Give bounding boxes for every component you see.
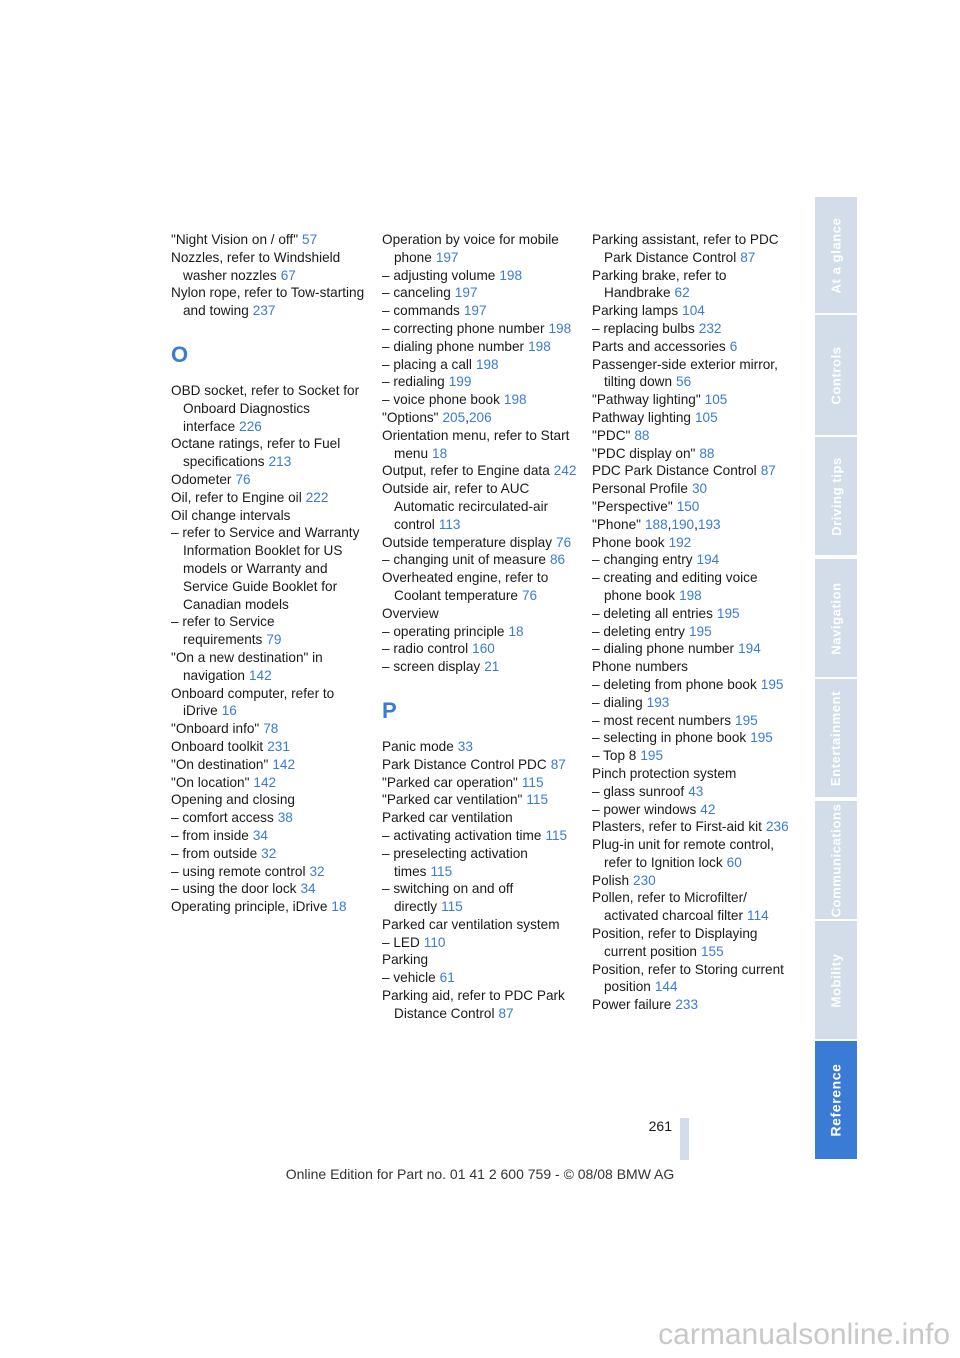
- page-link[interactable]: 87: [550, 756, 566, 772]
- index-entry: [382, 302, 582, 320]
- entry-text: – switching on and off directly: [382, 881, 514, 915]
- entry-text: – comfort access: [171, 810, 274, 826]
- index-entry: [382, 409, 582, 427]
- page-link[interactable]: 88: [634, 427, 650, 443]
- index-entry: [592, 516, 792, 534]
- entry-text: – operating principle: [382, 623, 505, 639]
- page-link[interactable]: 113: [438, 516, 461, 532]
- entry-text: "Options": [382, 409, 439, 425]
- page-link[interactable]: 237: [252, 303, 276, 319]
- entry-text: – power windows: [592, 801, 697, 817]
- index-entry: [592, 534, 792, 552]
- entry-text: "Parked car operation": [382, 774, 518, 790]
- index-entry: [592, 480, 792, 498]
- page-link[interactable]: 236: [765, 819, 789, 835]
- index-entry: [171, 249, 371, 285]
- entry-text: Overview: [382, 605, 439, 621]
- page-link[interactable]: 193: [646, 694, 670, 710]
- page-link[interactable]: 87: [760, 463, 776, 479]
- index-entry: [592, 747, 792, 765]
- tab-communications[interactable]: [815, 801, 857, 919]
- page-link[interactable]: 30: [691, 481, 708, 497]
- entry-text: Output, refer to Engine data: [382, 463, 550, 479]
- tab-mobility[interactable]: [815, 921, 857, 1039]
- index-entry: [592, 818, 792, 836]
- page-link[interactable]: 195: [735, 712, 758, 728]
- index-entry: [592, 996, 792, 1014]
- index-entry: [382, 791, 582, 809]
- index-entry: [171, 471, 371, 489]
- entry-text: OBD socket, refer to Socket for Onboard Diagnostics interface: [171, 382, 360, 434]
- index-entry: [171, 507, 371, 525]
- entry-text: – canceling: [382, 285, 451, 301]
- page-link[interactable]: 42: [700, 801, 716, 817]
- page-link[interactable]: 197: [454, 285, 478, 301]
- index-entry: [592, 605, 792, 623]
- index-entry: [592, 551, 792, 569]
- index-entry: [592, 427, 792, 445]
- index-entry: [382, 551, 582, 569]
- entry-text: Parts and accessories: [592, 338, 726, 354]
- entry-text: – LED: [382, 934, 420, 950]
- entry-text: – commands: [382, 303, 460, 319]
- entry-text: – dialing phone number: [592, 641, 735, 657]
- index-entry: [592, 338, 792, 356]
- page-link[interactable]: 38: [277, 810, 293, 826]
- entry-text: – using remote control: [171, 863, 306, 879]
- entry-text: – dialing: [592, 694, 643, 710]
- index-entry: [592, 925, 792, 961]
- page-link[interactable]: 213: [268, 454, 292, 470]
- page-link[interactable]: 18: [508, 623, 524, 639]
- page-link[interactable]: 86: [550, 552, 566, 568]
- entry-text: Plasters, refer to First-aid kit: [592, 819, 762, 835]
- index-entry: [382, 916, 582, 934]
- page-link[interactable]: 198: [548, 320, 572, 336]
- index-entry: [171, 863, 371, 881]
- entry-text: Parking aid, refer to PDC Park Distance Control: [382, 988, 565, 1021]
- index-entry: [382, 845, 582, 881]
- page-link[interactable]: 226: [239, 418, 262, 434]
- page-link[interactable]: 56: [676, 374, 692, 390]
- page-link[interactable]: 142: [253, 774, 277, 790]
- index-entry: [592, 356, 792, 392]
- index-entry: [592, 961, 792, 997]
- section-letter: P: [382, 697, 397, 723]
- index-entry: [382, 534, 582, 552]
- entry-text: Parking lamps: [592, 303, 679, 319]
- index-entry: [592, 783, 792, 801]
- index-column-2: [382, 231, 582, 1023]
- page-link[interactable]: 242: [553, 463, 577, 479]
- index-entry: [171, 382, 371, 435]
- entry-text: Oil, refer to Engine oil: [171, 489, 302, 505]
- page-link[interactable]: 57: [302, 232, 318, 247]
- index-entry: [382, 267, 582, 285]
- index-entry: [171, 284, 371, 320]
- page-link[interactable]: 62: [674, 285, 690, 301]
- index-entry: [171, 774, 371, 792]
- index-entry: [382, 969, 582, 987]
- index-entry: [171, 231, 371, 249]
- page-link[interactable]: 115: [521, 774, 544, 790]
- page-link[interactable]: 60: [726, 854, 742, 870]
- index-entry: [171, 898, 371, 916]
- page-link[interactable]: 194: [738, 641, 761, 657]
- tab-driving-tips[interactable]: [815, 437, 857, 555]
- index-entry: [592, 569, 792, 605]
- entry-text: "Onboard info": [171, 721, 260, 737]
- page-link[interactable]: 33: [457, 738, 473, 754]
- index-entry: [592, 445, 792, 463]
- index-entry: [592, 765, 792, 783]
- page-link[interactable]: 193: [697, 516, 721, 532]
- entry-text: Outside air, refer to AUC Automatic recirculated-air control: [382, 481, 549, 532]
- entry-text: PDC Park Distance Control: [592, 463, 757, 479]
- entry-text: – from outside: [171, 845, 258, 861]
- page-link[interactable]: 188: [644, 516, 668, 532]
- index-entry: [382, 427, 582, 463]
- page-link[interactable]: 232: [698, 320, 722, 336]
- entry-text: – deleting all entries: [592, 605, 713, 621]
- entry-text: – replacing bulbs: [592, 320, 695, 336]
- index-entry: [592, 658, 792, 676]
- entry-text: – redialing: [382, 374, 445, 390]
- page-link[interactable]: 115: [441, 899, 463, 915]
- tab-controls[interactable]: [815, 315, 857, 435]
- index-entry: [382, 462, 582, 480]
- entry-text: – selecting in phone book: [592, 730, 747, 746]
- index-entry: [171, 685, 371, 721]
- page-link[interactable]: 76: [556, 534, 572, 550]
- index-entry: [382, 951, 582, 969]
- entry-text: Power failure: [592, 997, 672, 1013]
- entry-text: Parking brake, refer to Handbrake: [592, 267, 727, 301]
- entry-text: Parked car ventilation: [382, 810, 513, 826]
- page-link[interactable]: 194: [696, 552, 720, 568]
- index-entry: [592, 462, 792, 480]
- tab-label: Navigation: [828, 581, 844, 655]
- entry-text: Personal Profile: [592, 481, 688, 497]
- page-link[interactable]: 115: [526, 792, 549, 808]
- index-entry: [382, 373, 582, 391]
- index-entry: [592, 391, 792, 409]
- index-entry: [592, 640, 792, 658]
- index-entry: [592, 231, 792, 267]
- entry-text: Opening and closing: [171, 792, 295, 808]
- footer-text: Online Edition for Part no. 01 41 2 600 759 - © 08/08 BMW AG: [285, 1166, 675, 1182]
- page-link[interactable]: 110: [423, 934, 446, 950]
- entry-text: – changing unit of measure: [382, 552, 546, 568]
- index-entry: [171, 613, 371, 649]
- page-link[interactable]: 79: [266, 632, 282, 648]
- index-entry: [382, 640, 582, 658]
- page-link[interactable]: 87: [498, 1005, 514, 1021]
- entry-text: – Top 8: [592, 748, 637, 764]
- section-letter: O: [171, 341, 189, 367]
- page-link[interactable]: 197: [463, 303, 487, 319]
- page-link[interactable]: 192: [668, 534, 692, 550]
- page-link[interactable]: 222: [305, 489, 329, 505]
- page-link[interactable]: 198: [503, 392, 527, 408]
- entry-text: Oil change intervals: [171, 507, 291, 523]
- page-link[interactable]: 230: [633, 872, 656, 888]
- index-entry: [592, 320, 792, 338]
- index-entry: [382, 934, 582, 952]
- index-entry: [382, 605, 582, 623]
- index-entry: [171, 791, 371, 809]
- index-entry: [171, 524, 371, 613]
- index-entry: [171, 720, 371, 738]
- entry-text: – voice phone book: [382, 392, 500, 408]
- index-entry: [592, 302, 792, 320]
- entry-text: Phone numbers: [592, 659, 688, 675]
- index-entry: [382, 880, 582, 916]
- page-link[interactable]: 198: [499, 267, 523, 283]
- page-link[interactable]: 32: [309, 863, 325, 879]
- index-entry: [382, 480, 582, 533]
- entry-text: – most recent numbers: [592, 712, 732, 728]
- index-entry: [592, 623, 792, 641]
- index-entry: [171, 880, 371, 898]
- entry-text: "Night Vision on / off": [171, 232, 299, 247]
- page-link[interactable]: 198: [475, 356, 499, 372]
- entry-text: "PDC display on": [592, 445, 696, 461]
- page-link[interactable]: 190: [671, 516, 695, 532]
- page-link[interactable]: 142: [248, 667, 272, 683]
- entry-text: – refer to Service requirements: [171, 614, 275, 648]
- entry-text: Operation by voice for mobile phone: [382, 232, 559, 265]
- entry-text: – changing entry: [592, 552, 693, 568]
- entry-text: Position, refer to Displaying current position: [592, 926, 758, 959]
- entry-text: Position, refer to Storing current position: [592, 961, 784, 995]
- tab-reference[interactable]: [815, 1041, 857, 1159]
- watermark: carmanualsonline.info: [658, 1318, 950, 1351]
- entry-text: – activating activation time: [382, 827, 542, 843]
- page-link[interactable]: 195: [750, 730, 773, 746]
- index-entry: [592, 889, 792, 925]
- entry-text: – refer to Service and Warranty Information Booklet for US models or Warranty and Service Guide Booklet for Canadian models: [171, 525, 360, 612]
- entry-text: Pathway lighting: [592, 409, 691, 425]
- index-entry: [592, 267, 792, 303]
- index-entry: [382, 391, 582, 409]
- page-link[interactable]: 88: [699, 445, 715, 461]
- entry-text: – glass sunroof: [592, 783, 685, 799]
- entry-text: Nylon rope, refer to Tow-starting and towing: [171, 285, 365, 319]
- entry-text: – screen display: [382, 659, 481, 675]
- entry-text: – creating and editing voice phone book: [592, 570, 758, 603]
- tab-label: Reference: [828, 1063, 845, 1137]
- page-marker-bar: [680, 1118, 689, 1160]
- index-entry: [171, 649, 371, 685]
- entry-text: – deleting entry: [592, 623, 685, 639]
- index-entry: [382, 738, 582, 756]
- page-link[interactable]: 78: [263, 721, 279, 737]
- index-entry: [382, 987, 582, 1023]
- page-link[interactable]: 21: [484, 659, 500, 675]
- index-entry: [382, 774, 582, 792]
- entry-text: – preselecting activation times: [382, 845, 528, 879]
- page-link[interactable]: 34: [300, 881, 316, 897]
- page-link[interactable]: 197: [435, 249, 459, 265]
- page-link[interactable]: 195: [760, 676, 784, 692]
- index-entry: [592, 712, 792, 730]
- entry-text: Panic mode: [382, 738, 454, 754]
- entry-text: Onboard computer, refer to iDrive: [171, 685, 335, 719]
- page-link[interactable]: 155: [700, 943, 724, 959]
- index-entry: [382, 284, 582, 302]
- index-entry: [592, 872, 792, 890]
- tab-label: Communications: [828, 803, 844, 917]
- page-link[interactable]: 160: [472, 641, 495, 657]
- page-link[interactable]: 6: [729, 338, 738, 354]
- page-link[interactable]: 76: [235, 471, 251, 487]
- page-link[interactable]: 205: [442, 409, 466, 425]
- page-link[interactable]: 233: [675, 997, 699, 1013]
- entry-text: – deleting from phone book: [592, 676, 757, 692]
- tab-label: Driving tips: [828, 456, 844, 536]
- page-link[interactable]: 61: [439, 970, 455, 986]
- index-entry: [592, 676, 792, 694]
- page-separator: ,: [667, 516, 672, 532]
- index-entry: [592, 694, 792, 712]
- page-link[interactable]: 195: [688, 623, 712, 639]
- entry-text: Operating principle, iDrive: [171, 899, 328, 915]
- page-number: 261: [648, 1118, 672, 1134]
- entry-text: Octane ratings, refer to Fuel specifications: [171, 436, 341, 470]
- entry-text: Pollen, refer to Microfilter/ activated charcoal filter: [592, 890, 747, 924]
- entry-text: Park Distance Control PDC: [382, 756, 547, 772]
- page-separator: ,: [694, 516, 698, 532]
- tab-label: At a glance: [828, 217, 844, 293]
- index-entry: [171, 756, 371, 774]
- page-link[interactable]: 198: [528, 338, 551, 354]
- index-entry: [382, 756, 582, 774]
- index-entry: [592, 498, 792, 516]
- page-link[interactable]: 105: [704, 392, 728, 408]
- page-link[interactable]: 34: [252, 827, 268, 843]
- index-entry: [382, 623, 582, 641]
- entry-text: – using the door lock: [171, 881, 297, 897]
- index-entry: [171, 845, 371, 863]
- entry-text: Passenger-side exterior mirror, tilting down: [592, 356, 778, 390]
- index-entry: [171, 489, 371, 507]
- entry-text: Parked car ventilation system: [382, 916, 560, 932]
- index-entry: [592, 836, 792, 872]
- entry-text: – correcting phone number: [382, 320, 545, 336]
- entry-text: Pinch protection system: [592, 765, 737, 781]
- entry-text: Parking: [382, 952, 429, 968]
- entry-text: "Perspective": [592, 498, 673, 514]
- page-link[interactable]: 104: [682, 303, 705, 319]
- page-link[interactable]: 206: [468, 409, 492, 425]
- entry-text: – vehicle: [382, 970, 436, 986]
- index-entry: [382, 827, 582, 845]
- entry-text: Orientation menu, refer to Start menu: [382, 427, 570, 461]
- index-entry: [382, 569, 582, 605]
- page-link[interactable]: 67: [280, 267, 296, 283]
- index-column-3: [592, 231, 792, 1014]
- page-link[interactable]: 231: [267, 738, 290, 754]
- page-link[interactable]: 32: [261, 845, 277, 861]
- entry-text: Outside temperature display: [382, 534, 553, 550]
- index-entry: [592, 409, 792, 427]
- tab-label: Mobility: [828, 953, 844, 1007]
- page-link[interactable]: 43: [688, 783, 704, 799]
- page-link[interactable]: 18: [331, 899, 347, 915]
- page-separator: ,: [465, 409, 469, 425]
- entry-text: Onboard toolkit: [171, 738, 264, 754]
- index-entry: [171, 827, 371, 845]
- entry-text: Overheated engine, refer to Coolant temperature: [382, 570, 549, 603]
- page-link[interactable]: 18: [432, 445, 448, 461]
- index-column-1: [171, 231, 371, 916]
- page-link[interactable]: 114: [747, 908, 769, 924]
- entry-text: Odometer: [171, 471, 232, 487]
- entry-text: "Pathway lighting": [592, 392, 701, 408]
- page-link[interactable]: 195: [640, 748, 664, 764]
- entry-text: – adjusting volume: [382, 267, 496, 283]
- page-link[interactable]: 16: [221, 703, 237, 719]
- page-link[interactable]: 142: [272, 756, 296, 772]
- index-entry: [382, 658, 582, 676]
- page-link[interactable]: 76: [521, 587, 538, 603]
- entry-text: "Phone": [592, 516, 641, 532]
- index-entry: [382, 231, 582, 267]
- index-entry: [382, 338, 582, 356]
- page-link[interactable]: 150: [676, 498, 700, 514]
- index-entry: [382, 320, 582, 338]
- tab-label: Controls: [828, 345, 844, 405]
- entry-text: – from inside: [171, 827, 249, 843]
- entry-text: – radio control: [382, 641, 469, 657]
- entry-text: "On location": [171, 774, 250, 790]
- page-link[interactable]: 115: [430, 863, 453, 879]
- entry-text: "On destination": [171, 756, 269, 772]
- index-entry: [382, 809, 582, 827]
- tab-at-a-glance[interactable]: [815, 197, 857, 313]
- entry-text: "PDC": [592, 427, 631, 443]
- entry-text: Nozzles, refer to Windshield washer nozzles: [171, 249, 341, 283]
- index-entry: [171, 435, 371, 471]
- entry-text: Polish: [592, 872, 630, 888]
- page-link[interactable]: 144: [654, 979, 678, 995]
- entry-text: Plug-in unit for remote control, refer to Ignition lock: [592, 837, 775, 870]
- tab-entertainment[interactable]: [815, 679, 857, 797]
- index-entry: [592, 729, 792, 747]
- page-link[interactable]: 195: [716, 605, 740, 621]
- index-entry: [171, 809, 371, 827]
- tab-navigation[interactable]: [815, 559, 857, 677]
- page-link[interactable]: 87: [740, 249, 756, 265]
- index-entry: [171, 738, 371, 756]
- entry-text: "Parked car ventilation": [382, 792, 523, 808]
- entry-text: Phone book: [592, 534, 665, 550]
- page-link[interactable]: 199: [448, 374, 472, 390]
- page-link[interactable]: 115: [545, 827, 568, 843]
- index-entry: [382, 356, 582, 374]
- index-entry: [592, 801, 792, 819]
- page-link[interactable]: 198: [679, 587, 702, 603]
- entry-text: – placing a call: [382, 356, 472, 372]
- entry-text: – dialing phone number: [382, 338, 525, 354]
- entry-text: Parking assistant, refer to PDC Park Distance Control: [592, 232, 779, 265]
- entry-text: "On a new destination" in navigation: [171, 649, 323, 683]
- page-link[interactable]: 105: [695, 409, 718, 425]
- tab-label: Entertainment: [828, 690, 844, 786]
